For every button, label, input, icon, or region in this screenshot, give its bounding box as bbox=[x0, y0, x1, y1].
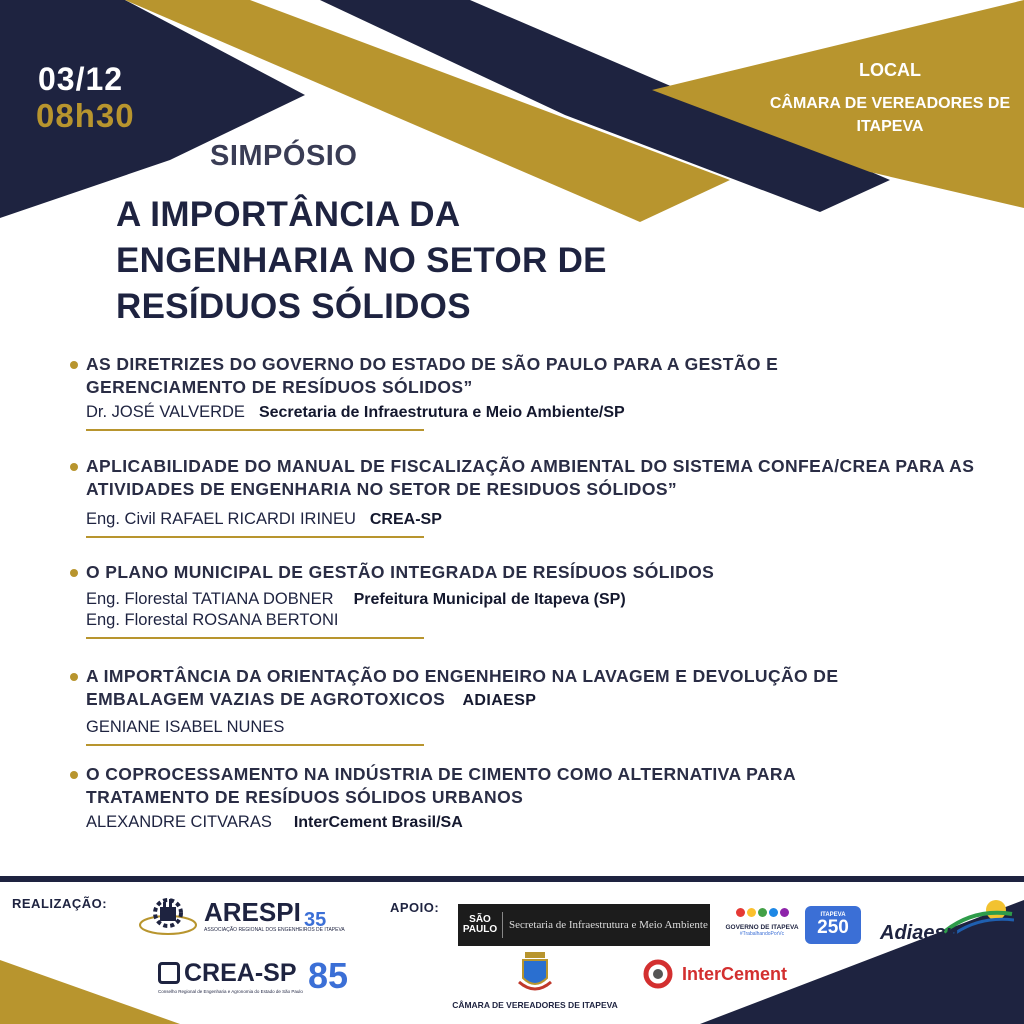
bullet-icon bbox=[70, 361, 78, 369]
talk-item bbox=[70, 455, 990, 538]
bullet-icon bbox=[70, 569, 78, 577]
footer-divider bbox=[0, 876, 1024, 882]
bullet-icon bbox=[70, 771, 78, 779]
talk-organization: ADIAESP bbox=[462, 692, 537, 709]
intercement-logo bbox=[642, 958, 802, 992]
bullet-icon bbox=[70, 673, 78, 681]
talk-title-line2: EMBALAGEM VAZIAS DE AGROTOXICOS bbox=[86, 689, 446, 709]
gov-itapeva-tag: #TrabalhandoPorVc bbox=[739, 931, 785, 937]
adiaesp-name: Adiaesp bbox=[880, 922, 958, 944]
sp-gov-line2: PAULO bbox=[462, 924, 498, 935]
itapeva-250-label: ITAPEVA bbox=[820, 912, 846, 918]
adiaesp-logo bbox=[880, 898, 1016, 946]
talk-title-line1: A IMPORTÂNCIA DA ORIENTAÇÃO DO ENGENHEIRO NA LAVAGEM E DEVOLUÇÃO DE bbox=[86, 666, 839, 686]
talk-organization: Secretaria de Infraestrutura e Meio Ambiente/SP bbox=[258, 404, 625, 421]
realizacao-label: REALIZAÇÃO: bbox=[12, 896, 108, 911]
talk-item bbox=[70, 763, 830, 832]
arespi-gear-icon bbox=[138, 893, 198, 937]
camara-name: CÂMARA DE VEREADORES DE ITAPEVA bbox=[452, 1000, 618, 1010]
bullet-icon bbox=[70, 463, 78, 471]
event-title: A IMPORTÂNCIA DA ENGENHARIA NO SETOR DE RESÍDUOS SÓLIDOS bbox=[116, 195, 607, 326]
gov-itapeva-figures-icon bbox=[722, 908, 802, 924]
talk-speaker: Eng. Civil RAFAEL RICARDI IRINEU bbox=[86, 510, 356, 528]
camara-logo bbox=[440, 952, 630, 1018]
sp-gov-line1: SÃO bbox=[469, 914, 491, 925]
talk-speaker: Dr. JOSÉ VALVERDE bbox=[86, 403, 245, 421]
crea-years: 85 bbox=[308, 955, 349, 996]
gov-itapeva-logo bbox=[722, 908, 802, 944]
itapeva-250-logo bbox=[805, 906, 861, 944]
crea-name: CREA-SP bbox=[184, 959, 297, 987]
talk-item bbox=[70, 561, 990, 639]
location-name: CÂMARA DE VEREADORES DE ITAPEVA bbox=[769, 95, 1011, 135]
talk-item bbox=[70, 353, 830, 431]
location-label: LOCAL bbox=[859, 60, 921, 80]
sp-secretaria-name: Secretaria de Infraestrutura e Meio Ambiente bbox=[509, 919, 708, 931]
talk-title: O COPROCESSAMENTO NA INDÚSTRIA DE CIMENTO COMO ALTERNATIVA PARA TRATAMENTO DE RESÍDUOS SÓLIDOS URBANOS bbox=[86, 764, 796, 807]
event-date: 03/12 bbox=[38, 61, 124, 97]
event-kicker: SIMPÓSIO bbox=[210, 140, 358, 172]
talk-speaker: GENIANE ISABEL NUNES bbox=[86, 718, 285, 736]
talk-title: APLICABILIDADE DO MANUAL DE FISCALIZAÇÃO AMBIENTAL DO SISTEMA CONFEA/CREA PARA AS ATIVIDADES DE ENGENHARIA NO SETOR DE RESIDUOS SÓLIDOS” bbox=[86, 456, 975, 499]
coat-of-arms-icon bbox=[517, 952, 553, 996]
crea-sp-logo bbox=[158, 957, 358, 999]
gov-itapeva-name: GOVERNO DE ITAPEVA bbox=[725, 924, 799, 931]
intercement-ring-icon bbox=[642, 958, 674, 990]
divider bbox=[86, 536, 424, 538]
arespi-logo bbox=[138, 893, 345, 937]
talk-speaker-2: Eng. Florestal ROSANA BERTONI bbox=[86, 611, 339, 629]
talk-item bbox=[70, 665, 990, 746]
arespi-name: ARESPI bbox=[204, 897, 301, 927]
talk-organization: InterCement Brasil/SA bbox=[293, 814, 463, 831]
arespi-tagline: ASSOCIAÇÃO REGIONAL DOS ENGENHEIROS DE ITAPEVA bbox=[204, 927, 345, 933]
talk-speaker: ALEXANDRE CITVARAS bbox=[86, 813, 272, 831]
divider bbox=[86, 429, 424, 431]
itapeva-250-number: 250 bbox=[817, 917, 849, 938]
talk-title: O PLANO MUNICIPAL DE GESTÃO INTEGRADA DE RESÍDUOS SÓLIDOS bbox=[86, 562, 715, 582]
intercement-name: InterCement bbox=[682, 964, 788, 984]
divider bbox=[86, 744, 424, 746]
divider bbox=[86, 637, 424, 639]
talk-organization: Prefeitura Municipal de Itapeva (SP) bbox=[353, 591, 626, 608]
crea-tagline: Conselho Regional de Engenharia e Agronomia do Estado de São Paulo bbox=[158, 989, 303, 994]
sp-secretaria-logo bbox=[458, 904, 710, 946]
event-time: 08h30 bbox=[36, 97, 135, 134]
apoio-label: APOIO: bbox=[390, 900, 440, 915]
talk-title: AS DIRETRIZES DO GOVERNO DO ESTADO DE SÃO PAULO PARA A GESTÃO E GERENCIAMENTO DE RESÍDUOS SÓLIDOS” bbox=[86, 354, 779, 397]
talk-speaker: Eng. Florestal TATIANA DOBNER bbox=[86, 590, 334, 608]
arespi-years: 35 bbox=[304, 909, 327, 931]
crea-emblem-icon bbox=[158, 962, 180, 984]
talk-organization: CREA-SP bbox=[369, 511, 442, 528]
